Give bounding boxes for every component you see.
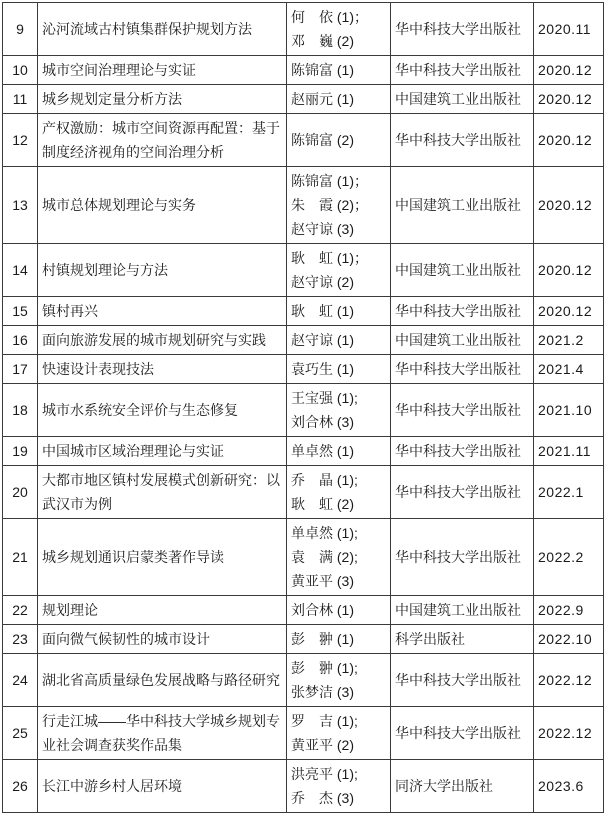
table-row (3, 56, 604, 85)
book-title: 城乡规划通识启蒙类著作导读 (38, 519, 287, 596)
table-row (3, 167, 604, 244)
book-title: 面向微气候韧性的城市设计 (38, 625, 287, 654)
row-number: 16 (3, 326, 38, 355)
author-line: 赵守谅 (3) (291, 221, 354, 237)
author-line: 乔 杰 (3) (291, 790, 354, 806)
book-title: 城乡规划定量分析方法 (38, 85, 287, 114)
row-number: 19 (3, 437, 38, 466)
publisher-cell: 华中科技大学出版社 (391, 3, 534, 56)
publisher-cell: 华中科技大学出版社 (391, 437, 534, 466)
publisher-cell: 科学出版社 (391, 625, 534, 654)
book-title: 规划理论 (38, 596, 287, 625)
row-number: 25 (3, 707, 38, 760)
publisher-cell: 华中科技大学出版社 (391, 519, 534, 596)
authors-cell (287, 56, 391, 85)
publish-date: 2020.12 (534, 167, 604, 244)
table-row (3, 654, 604, 707)
row-number: 20 (3, 466, 38, 519)
authors-cell (287, 167, 391, 244)
publish-date: 2022.12 (534, 654, 604, 707)
publisher-cell: 华中科技大学出版社 (391, 56, 534, 85)
authors-cell (287, 384, 391, 437)
row-number: 26 (3, 760, 38, 813)
publish-date: 2020.12 (534, 244, 604, 297)
author-line: 耿 虹 (1)； (291, 250, 368, 266)
author-line: 耿 虹 (2) (291, 496, 354, 512)
publish-date: 2021.10 (534, 384, 604, 437)
publisher-cell: 中国建筑工业出版社 (391, 85, 534, 114)
authors-cell (287, 707, 391, 760)
author-line: 刘合林 (3) (291, 414, 354, 430)
publish-date: 2022.2 (534, 519, 604, 596)
table-row (3, 519, 604, 596)
author-line: 袁 满 (2); (291, 549, 358, 565)
table-row (3, 355, 604, 384)
publish-date: 2022.10 (534, 625, 604, 654)
author-line: 黄亚平 (2) (291, 737, 354, 753)
book-title: 长江中游乡村人居环境 (38, 760, 287, 813)
authors-cell (287, 625, 391, 654)
publish-date: 2022.1 (534, 466, 604, 519)
table-row (3, 466, 604, 519)
publisher-cell: 同济大学出版社 (391, 760, 534, 813)
table-row (3, 707, 604, 760)
table-row (3, 297, 604, 326)
publisher-cell: 华中科技大学出版社 (391, 707, 534, 760)
authors-cell (287, 355, 391, 384)
row-number: 23 (3, 625, 38, 654)
publisher-cell: 中国建筑工业出版社 (391, 244, 534, 297)
book-title: 快速设计表现技法 (38, 355, 287, 384)
publish-date: 2022.12 (534, 707, 604, 760)
publisher-cell: 华中科技大学出版社 (391, 384, 534, 437)
authors-cell (287, 85, 391, 114)
book-title: 村镇规划理论与方法 (38, 244, 287, 297)
table-row (3, 625, 604, 654)
row-number: 17 (3, 355, 38, 384)
authors-cell (287, 437, 391, 466)
author-line: 罗 吉 (1); (291, 713, 358, 729)
authors-cell (287, 297, 391, 326)
book-title: 湖北省高质量绿色发展战略与路径研究 (38, 654, 287, 707)
book-title: 城市水系统安全评价与生态修复 (38, 384, 287, 437)
table-row (3, 85, 604, 114)
publisher-cell: 华中科技大学出版社 (391, 654, 534, 707)
table-row (3, 437, 604, 466)
row-number: 24 (3, 654, 38, 707)
row-number: 12 (3, 114, 38, 167)
author-line: 刘合林 (1) (291, 602, 354, 618)
author-line: 王宝强 (1); (291, 390, 358, 406)
row-number: 18 (3, 384, 38, 437)
authors-cell (287, 3, 391, 56)
book-title: 面向旅游发展的城市规划研究与实践 (38, 326, 287, 355)
author-line: 彭 翀 (1) (291, 631, 354, 647)
publish-date: 2020.12 (534, 114, 604, 167)
book-title: 沁河流域古村镇集群保护规划方法 (38, 3, 287, 56)
publish-date: 2020.12 (534, 297, 604, 326)
author-line: 邓 巍 (2) (291, 33, 354, 49)
publisher-cell: 中国建筑工业出版社 (391, 596, 534, 625)
author-line: 张梦洁 (3) (291, 684, 354, 700)
publish-date: 2020.12 (534, 56, 604, 85)
author-line: 赵守谅 (2) (291, 274, 354, 290)
row-number: 13 (3, 167, 38, 244)
author-line: 陈锦富 (2) (291, 132, 354, 148)
author-line: 朱 霞 (2)； (291, 197, 368, 213)
publisher-cell: 华中科技大学出版社 (391, 297, 534, 326)
publisher-cell: 中国建筑工业出版社 (391, 326, 534, 355)
author-line: 耿 虹 (1) (291, 303, 354, 319)
publications-table (2, 2, 604, 813)
table-body (3, 3, 604, 813)
book-title: 行走江城——华中科技大学城乡规划专业社会调查获奖作品集 (38, 707, 287, 760)
authors-cell (287, 760, 391, 813)
row-number: 15 (3, 297, 38, 326)
publisher-cell: 华中科技大学出版社 (391, 355, 534, 384)
author-line: 袁巧生 (1) (291, 361, 354, 377)
author-line: 洪亮平 (1); (291, 766, 358, 782)
author-line: 陈锦富 (1) (291, 62, 354, 78)
publisher-cell: 中国建筑工业出版社 (391, 167, 534, 244)
author-line: 单卓然 (1); (291, 525, 358, 541)
row-number: 11 (3, 85, 38, 114)
author-line: 乔 晶 (1); (291, 472, 358, 488)
publish-date: 2021.2 (534, 326, 604, 355)
row-number: 22 (3, 596, 38, 625)
table-row (3, 114, 604, 167)
authors-cell (287, 466, 391, 519)
table-row (3, 596, 604, 625)
table-row (3, 326, 604, 355)
publish-date: 2021.4 (534, 355, 604, 384)
publish-date: 2020.12 (534, 85, 604, 114)
row-number: 9 (3, 3, 38, 56)
authors-cell (287, 519, 391, 596)
authors-cell (287, 654, 391, 707)
authors-cell (287, 114, 391, 167)
table-row (3, 244, 604, 297)
publish-date: 2021.11 (534, 437, 604, 466)
authors-cell (287, 596, 391, 625)
publish-date: 2023.6 (534, 760, 604, 813)
book-title: 中国城市区域治理理论与实证 (38, 437, 287, 466)
authors-cell (287, 326, 391, 355)
publish-date: 2022.9 (534, 596, 604, 625)
publish-date: 2020.11 (534, 3, 604, 56)
row-number: 21 (3, 519, 38, 596)
author-line: 赵丽元 (1) (291, 91, 354, 107)
author-line: 何 依 (1)； (291, 9, 368, 25)
author-line: 陈锦富 (1)； (291, 173, 368, 189)
table-row (3, 384, 604, 437)
publisher-cell: 华中科技大学出版社 (391, 114, 534, 167)
author-line: 彭 翀 (1); (291, 660, 358, 676)
author-line: 赵守谅 (1) (291, 332, 354, 348)
book-title: 产权激励：城市空间资源再配置：基于制度经济视角的空间治理分析 (38, 114, 287, 167)
book-title: 镇村再兴 (38, 297, 287, 326)
table-row (3, 760, 604, 813)
author-line: 单卓然 (1) (291, 443, 354, 459)
table-row (3, 3, 604, 56)
row-number: 10 (3, 56, 38, 85)
author-line: 黄亚平 (3) (291, 573, 354, 589)
book-title: 大都市地区镇村发展模式创新研究：以武汉市为例 (38, 466, 287, 519)
publisher-cell: 华中科技大学出版社 (391, 466, 534, 519)
authors-cell (287, 244, 391, 297)
book-title: 城市总体规划理论与实务 (38, 167, 287, 244)
row-number: 14 (3, 244, 38, 297)
book-title: 城市空间治理理论与实证 (38, 56, 287, 85)
